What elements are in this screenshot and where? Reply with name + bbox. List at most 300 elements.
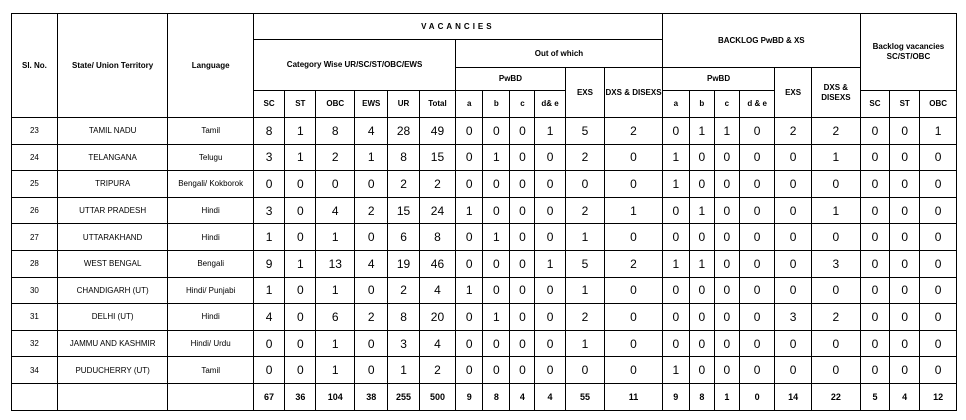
value-cell: 0 — [811, 171, 860, 198]
sl-no-cell: 30 — [12, 277, 58, 304]
value-cell: 1 — [662, 357, 689, 384]
value-cell: 8 — [316, 118, 355, 145]
value-cell: 0 — [456, 357, 483, 384]
value-cell: 0 — [483, 277, 510, 304]
value-cell: 0 — [689, 330, 714, 357]
value-cell: 1 — [689, 250, 714, 277]
value-cell: 0 — [605, 144, 662, 171]
value-cell: 1 — [253, 224, 284, 251]
value-cell: 0 — [860, 197, 889, 224]
value-cell: 0 — [775, 197, 812, 224]
value-cell: 0 — [739, 277, 774, 304]
totals-empty-cell — [12, 383, 58, 410]
value-cell: 1 — [456, 277, 483, 304]
value-cell: 2 — [419, 357, 456, 384]
value-cell: 0 — [605, 224, 662, 251]
value-cell: 0 — [535, 197, 565, 224]
header-backlog-sc: SC — [860, 91, 889, 118]
value-cell: 2 — [355, 304, 388, 331]
state-cell: PUDUCHERRY (UT) — [57, 357, 168, 384]
value-cell: 1 — [714, 118, 739, 145]
header-backlog-de: d & e — [739, 91, 774, 118]
total-cell: 22 — [811, 383, 860, 410]
header-state: State/ Union Territory — [57, 14, 168, 118]
value-cell: 0 — [714, 330, 739, 357]
total-cell: 9 — [456, 383, 483, 410]
value-cell: 1 — [565, 330, 605, 357]
value-cell: 0 — [662, 197, 689, 224]
value-cell: 0 — [285, 277, 316, 304]
value-cell: 0 — [253, 171, 284, 198]
value-cell: 1 — [285, 118, 316, 145]
value-cell: 0 — [739, 144, 774, 171]
language-cell: Hindi — [168, 197, 254, 224]
value-cell: 2 — [419, 171, 456, 198]
table-row — [12, 197, 957, 224]
header-out-of-which: Out of which — [456, 40, 663, 68]
value-cell: 20 — [419, 304, 456, 331]
value-cell: 24 — [419, 197, 456, 224]
value-cell: 1 — [811, 197, 860, 224]
value-cell: 0 — [920, 330, 957, 357]
state-cell: WEST BENGAL — [57, 250, 168, 277]
value-cell: 0 — [253, 357, 284, 384]
value-cell: 0 — [860, 304, 889, 331]
value-cell: 2 — [355, 197, 388, 224]
value-cell: 2 — [565, 197, 605, 224]
value-cell: 1 — [483, 144, 510, 171]
language-cell: Hindi — [168, 224, 254, 251]
table-row — [12, 144, 957, 171]
header-pwbd-b: b — [483, 91, 510, 118]
value-cell: 0 — [456, 250, 483, 277]
state-cell: TELANGANA — [57, 144, 168, 171]
value-cell: 0 — [714, 224, 739, 251]
value-cell: 0 — [662, 277, 689, 304]
value-cell: 1 — [285, 144, 316, 171]
value-cell: 2 — [565, 144, 605, 171]
value-cell: 1 — [285, 250, 316, 277]
value-cell: 0 — [483, 118, 510, 145]
table-row — [12, 171, 957, 198]
total-cell: 500 — [419, 383, 456, 410]
value-cell: 0 — [811, 224, 860, 251]
value-cell: 0 — [510, 250, 535, 277]
value-cell: 0 — [535, 330, 565, 357]
value-cell: 0 — [890, 304, 920, 331]
header-pwbd-de: d& e — [535, 91, 565, 118]
header-backlog-obc: OBC — [920, 91, 957, 118]
value-cell: 1 — [605, 197, 662, 224]
totals-empty-cell — [57, 383, 168, 410]
value-cell: 3 — [253, 197, 284, 224]
value-cell: 0 — [285, 171, 316, 198]
value-cell: 0 — [565, 357, 605, 384]
value-cell: 0 — [714, 171, 739, 198]
value-cell: 0 — [355, 330, 388, 357]
value-cell: 0 — [285, 224, 316, 251]
header-sl-no: Sl. No. — [12, 14, 58, 118]
value-cell: 0 — [920, 250, 957, 277]
value-cell: 0 — [739, 118, 774, 145]
value-cell: 0 — [739, 330, 774, 357]
table-row — [12, 277, 957, 304]
value-cell: 0 — [920, 304, 957, 331]
total-cell: 55 — [565, 383, 605, 410]
value-cell: 0 — [714, 144, 739, 171]
total-cell: 104 — [316, 383, 355, 410]
value-cell: 0 — [689, 144, 714, 171]
value-cell: 0 — [739, 357, 774, 384]
value-cell: 0 — [510, 330, 535, 357]
value-cell: 0 — [355, 171, 388, 198]
value-cell: 1 — [316, 357, 355, 384]
header-language: Language — [168, 14, 254, 118]
value-cell: 1 — [662, 171, 689, 198]
value-cell: 1 — [483, 304, 510, 331]
header-backlog-vacancies: Backlog vacancies SC/ST/OBC — [860, 14, 956, 91]
value-cell: 0 — [535, 171, 565, 198]
value-cell: 0 — [739, 224, 774, 251]
total-cell: 255 — [388, 383, 419, 410]
total-cell: 67 — [253, 383, 284, 410]
vacancies-table — [11, 13, 957, 411]
totals-row — [12, 383, 957, 410]
total-cell: 8 — [689, 383, 714, 410]
value-cell: 0 — [714, 277, 739, 304]
value-cell: 2 — [388, 171, 419, 198]
value-cell: 0 — [860, 357, 889, 384]
language-cell: Tamil — [168, 357, 254, 384]
value-cell: 0 — [285, 357, 316, 384]
value-cell: 0 — [605, 171, 662, 198]
value-cell: 2 — [388, 277, 419, 304]
value-cell: 0 — [890, 277, 920, 304]
value-cell: 1 — [316, 277, 355, 304]
value-cell: 15 — [388, 197, 419, 224]
value-cell: 2 — [565, 304, 605, 331]
value-cell: 13 — [316, 250, 355, 277]
value-cell: 46 — [419, 250, 456, 277]
value-cell: 0 — [890, 197, 920, 224]
value-cell: 0 — [662, 118, 689, 145]
value-cell: 0 — [890, 171, 920, 198]
language-cell: Bengali/ Kokborok — [168, 171, 254, 198]
value-cell: 0 — [535, 357, 565, 384]
value-cell: 0 — [775, 144, 812, 171]
value-cell: 0 — [811, 277, 860, 304]
value-cell: 0 — [510, 304, 535, 331]
value-cell: 4 — [355, 118, 388, 145]
value-cell: 1 — [662, 144, 689, 171]
value-cell: 0 — [285, 304, 316, 331]
header-category-wise: Category Wise UR/SC/ST/OBC/EWS — [253, 40, 455, 91]
value-cell: 4 — [419, 330, 456, 357]
table-row — [12, 224, 957, 251]
value-cell: 2 — [605, 118, 662, 145]
value-cell: 0 — [920, 224, 957, 251]
sl-no-cell: 34 — [12, 357, 58, 384]
value-cell: 1 — [316, 330, 355, 357]
value-cell: 0 — [890, 250, 920, 277]
header-ews: EWS — [355, 91, 388, 118]
value-cell: 1 — [483, 224, 510, 251]
value-cell: 9 — [253, 250, 284, 277]
value-cell: 0 — [860, 224, 889, 251]
header-backlog-c: c — [714, 91, 739, 118]
value-cell: 0 — [483, 357, 510, 384]
value-cell: 0 — [920, 277, 957, 304]
value-cell: 6 — [316, 304, 355, 331]
value-cell: 49 — [419, 118, 456, 145]
value-cell: 1 — [662, 250, 689, 277]
value-cell: 3 — [775, 304, 812, 331]
value-cell: 0 — [510, 224, 535, 251]
header-backlog-pwbd: PwBD — [662, 68, 775, 91]
value-cell: 0 — [605, 304, 662, 331]
value-cell: 0 — [483, 171, 510, 198]
value-cell: 0 — [510, 277, 535, 304]
value-cell: 2 — [605, 250, 662, 277]
table-body — [12, 118, 957, 411]
value-cell: 2 — [316, 144, 355, 171]
value-cell: 0 — [510, 144, 535, 171]
state-cell: DELHI (UT) — [57, 304, 168, 331]
language-cell: Hindi — [168, 304, 254, 331]
table-row — [12, 304, 957, 331]
sl-no-cell: 25 — [12, 171, 58, 198]
value-cell: 0 — [890, 144, 920, 171]
header-vacancies: VACANCIES — [253, 14, 662, 40]
value-cell: 0 — [739, 171, 774, 198]
value-cell: 0 — [775, 171, 812, 198]
value-cell: 0 — [285, 330, 316, 357]
value-cell: 0 — [456, 144, 483, 171]
value-cell: 0 — [456, 304, 483, 331]
total-cell: 38 — [355, 383, 388, 410]
value-cell: 0 — [253, 330, 284, 357]
header-sc: SC — [253, 91, 284, 118]
value-cell: 0 — [739, 197, 774, 224]
total-cell: 12 — [920, 383, 957, 410]
language-cell: Bengali — [168, 250, 254, 277]
total-cell: 11 — [605, 383, 662, 410]
value-cell: 1 — [388, 357, 419, 384]
value-cell: 8 — [388, 304, 419, 331]
table-row — [12, 118, 957, 145]
value-cell: 15 — [419, 144, 456, 171]
value-cell: 2 — [811, 304, 860, 331]
value-cell: 0 — [285, 197, 316, 224]
sl-no-cell: 32 — [12, 330, 58, 357]
total-cell: 4 — [535, 383, 565, 410]
table-header — [12, 14, 957, 118]
header-obc: OBC — [316, 91, 355, 118]
value-cell: 0 — [662, 224, 689, 251]
value-cell: 0 — [535, 277, 565, 304]
value-cell: 1 — [316, 224, 355, 251]
value-cell: 1 — [535, 250, 565, 277]
value-cell: 0 — [689, 304, 714, 331]
header-pwbd-c: c — [510, 91, 535, 118]
value-cell: 0 — [714, 250, 739, 277]
header-st: ST — [285, 91, 316, 118]
value-cell: 0 — [890, 330, 920, 357]
value-cell: 0 — [510, 118, 535, 145]
state-cell: JAMMU AND KASHMIR — [57, 330, 168, 357]
sl-no-cell: 27 — [12, 224, 58, 251]
header-backlog-b: b — [689, 91, 714, 118]
state-cell: TAMIL NADU — [57, 118, 168, 145]
header-backlog-pwbd-xs: BACKLOG PwBD & XS — [662, 14, 860, 68]
total-cell: 1 — [714, 383, 739, 410]
value-cell: 0 — [456, 118, 483, 145]
value-cell: 0 — [775, 250, 812, 277]
value-cell: 0 — [510, 171, 535, 198]
sl-no-cell: 31 — [12, 304, 58, 331]
value-cell: 0 — [605, 330, 662, 357]
total-cell: 36 — [285, 383, 316, 410]
header-total: Total — [419, 91, 456, 118]
table-row — [12, 357, 957, 384]
value-cell: 2 — [811, 118, 860, 145]
value-cell: 1 — [456, 197, 483, 224]
value-cell: 0 — [355, 277, 388, 304]
value-cell: 0 — [811, 357, 860, 384]
sl-no-cell: 23 — [12, 118, 58, 145]
value-cell: 1 — [689, 118, 714, 145]
value-cell: 1 — [355, 144, 388, 171]
value-cell: 0 — [605, 277, 662, 304]
value-cell: 4 — [253, 304, 284, 331]
value-cell: 0 — [811, 330, 860, 357]
value-cell: 0 — [920, 197, 957, 224]
value-cell: 0 — [510, 197, 535, 224]
value-cell: 0 — [890, 118, 920, 145]
header-backlog-dxs: DXS & DISEXS — [811, 68, 860, 118]
total-cell: 9 — [662, 383, 689, 410]
value-cell: 28 — [388, 118, 419, 145]
value-cell: 0 — [920, 171, 957, 198]
total-cell: 4 — [510, 383, 535, 410]
total-cell: 5 — [860, 383, 889, 410]
header-backlog-a: a — [662, 91, 689, 118]
value-cell: 0 — [714, 197, 739, 224]
value-cell: 3 — [388, 330, 419, 357]
header-backlog-exs: EXS — [775, 68, 812, 118]
value-cell: 0 — [483, 330, 510, 357]
value-cell: 0 — [860, 171, 889, 198]
value-cell: 0 — [920, 357, 957, 384]
language-cell: Tamil — [168, 118, 254, 145]
value-cell: 0 — [355, 224, 388, 251]
value-cell: 0 — [662, 330, 689, 357]
value-cell: 0 — [920, 144, 957, 171]
value-cell: 8 — [419, 224, 456, 251]
header-ur: UR — [388, 91, 419, 118]
value-cell: 0 — [535, 144, 565, 171]
value-cell: 2 — [775, 118, 812, 145]
value-cell: 0 — [714, 357, 739, 384]
value-cell: 8 — [253, 118, 284, 145]
language-cell: Hindi/ Punjabi — [168, 277, 254, 304]
state-cell: UTTARAKHAND — [57, 224, 168, 251]
value-cell: 0 — [565, 171, 605, 198]
state-cell: UTTAR PRADESH — [57, 197, 168, 224]
value-cell: 0 — [316, 171, 355, 198]
header-pwbd: PwBD — [456, 68, 565, 91]
value-cell: 0 — [456, 224, 483, 251]
value-cell: 0 — [860, 330, 889, 357]
value-cell: 0 — [483, 197, 510, 224]
total-cell: 4 — [890, 383, 920, 410]
total-cell: 8 — [483, 383, 510, 410]
value-cell: 0 — [775, 277, 812, 304]
header-pwbd-a: a — [456, 91, 483, 118]
header-backlog-st: ST — [890, 91, 920, 118]
value-cell: 0 — [739, 250, 774, 277]
sl-no-cell: 24 — [12, 144, 58, 171]
value-cell: 0 — [456, 171, 483, 198]
value-cell: 1 — [565, 277, 605, 304]
value-cell: 0 — [860, 118, 889, 145]
value-cell: 1 — [689, 197, 714, 224]
sl-no-cell: 26 — [12, 197, 58, 224]
value-cell: 6 — [388, 224, 419, 251]
value-cell: 0 — [689, 171, 714, 198]
state-cell: CHANDIGARH (UT) — [57, 277, 168, 304]
value-cell: 0 — [860, 144, 889, 171]
value-cell: 4 — [419, 277, 456, 304]
total-cell: 14 — [775, 383, 812, 410]
value-cell: 1 — [811, 144, 860, 171]
table-row — [12, 330, 957, 357]
language-cell: Telugu — [168, 144, 254, 171]
value-cell: 0 — [714, 304, 739, 331]
value-cell: 0 — [890, 224, 920, 251]
value-cell: 4 — [316, 197, 355, 224]
value-cell: 0 — [775, 224, 812, 251]
value-cell: 4 — [355, 250, 388, 277]
language-cell: Hindi/ Urdu — [168, 330, 254, 357]
value-cell: 0 — [689, 224, 714, 251]
value-cell: 0 — [535, 304, 565, 331]
value-cell: 1 — [535, 118, 565, 145]
value-cell: 0 — [689, 357, 714, 384]
value-cell: 0 — [860, 250, 889, 277]
value-cell: 3 — [253, 144, 284, 171]
value-cell: 3 — [811, 250, 860, 277]
value-cell: 0 — [860, 277, 889, 304]
value-cell: 1 — [253, 277, 284, 304]
value-cell: 0 — [483, 250, 510, 277]
value-cell: 0 — [456, 330, 483, 357]
value-cell: 0 — [775, 330, 812, 357]
header-exs: EXS — [565, 68, 605, 118]
sl-no-cell: 28 — [12, 250, 58, 277]
value-cell: 5 — [565, 118, 605, 145]
header-dxs: DXS & DISEXS — [605, 68, 662, 118]
table-row — [12, 250, 957, 277]
value-cell: 1 — [565, 224, 605, 251]
value-cell: 0 — [535, 224, 565, 251]
state-cell: TRIPURA — [57, 171, 168, 198]
total-cell: 0 — [739, 383, 774, 410]
value-cell: 0 — [890, 357, 920, 384]
value-cell: 0 — [510, 357, 535, 384]
value-cell: 1 — [920, 118, 957, 145]
value-cell: 8 — [388, 144, 419, 171]
